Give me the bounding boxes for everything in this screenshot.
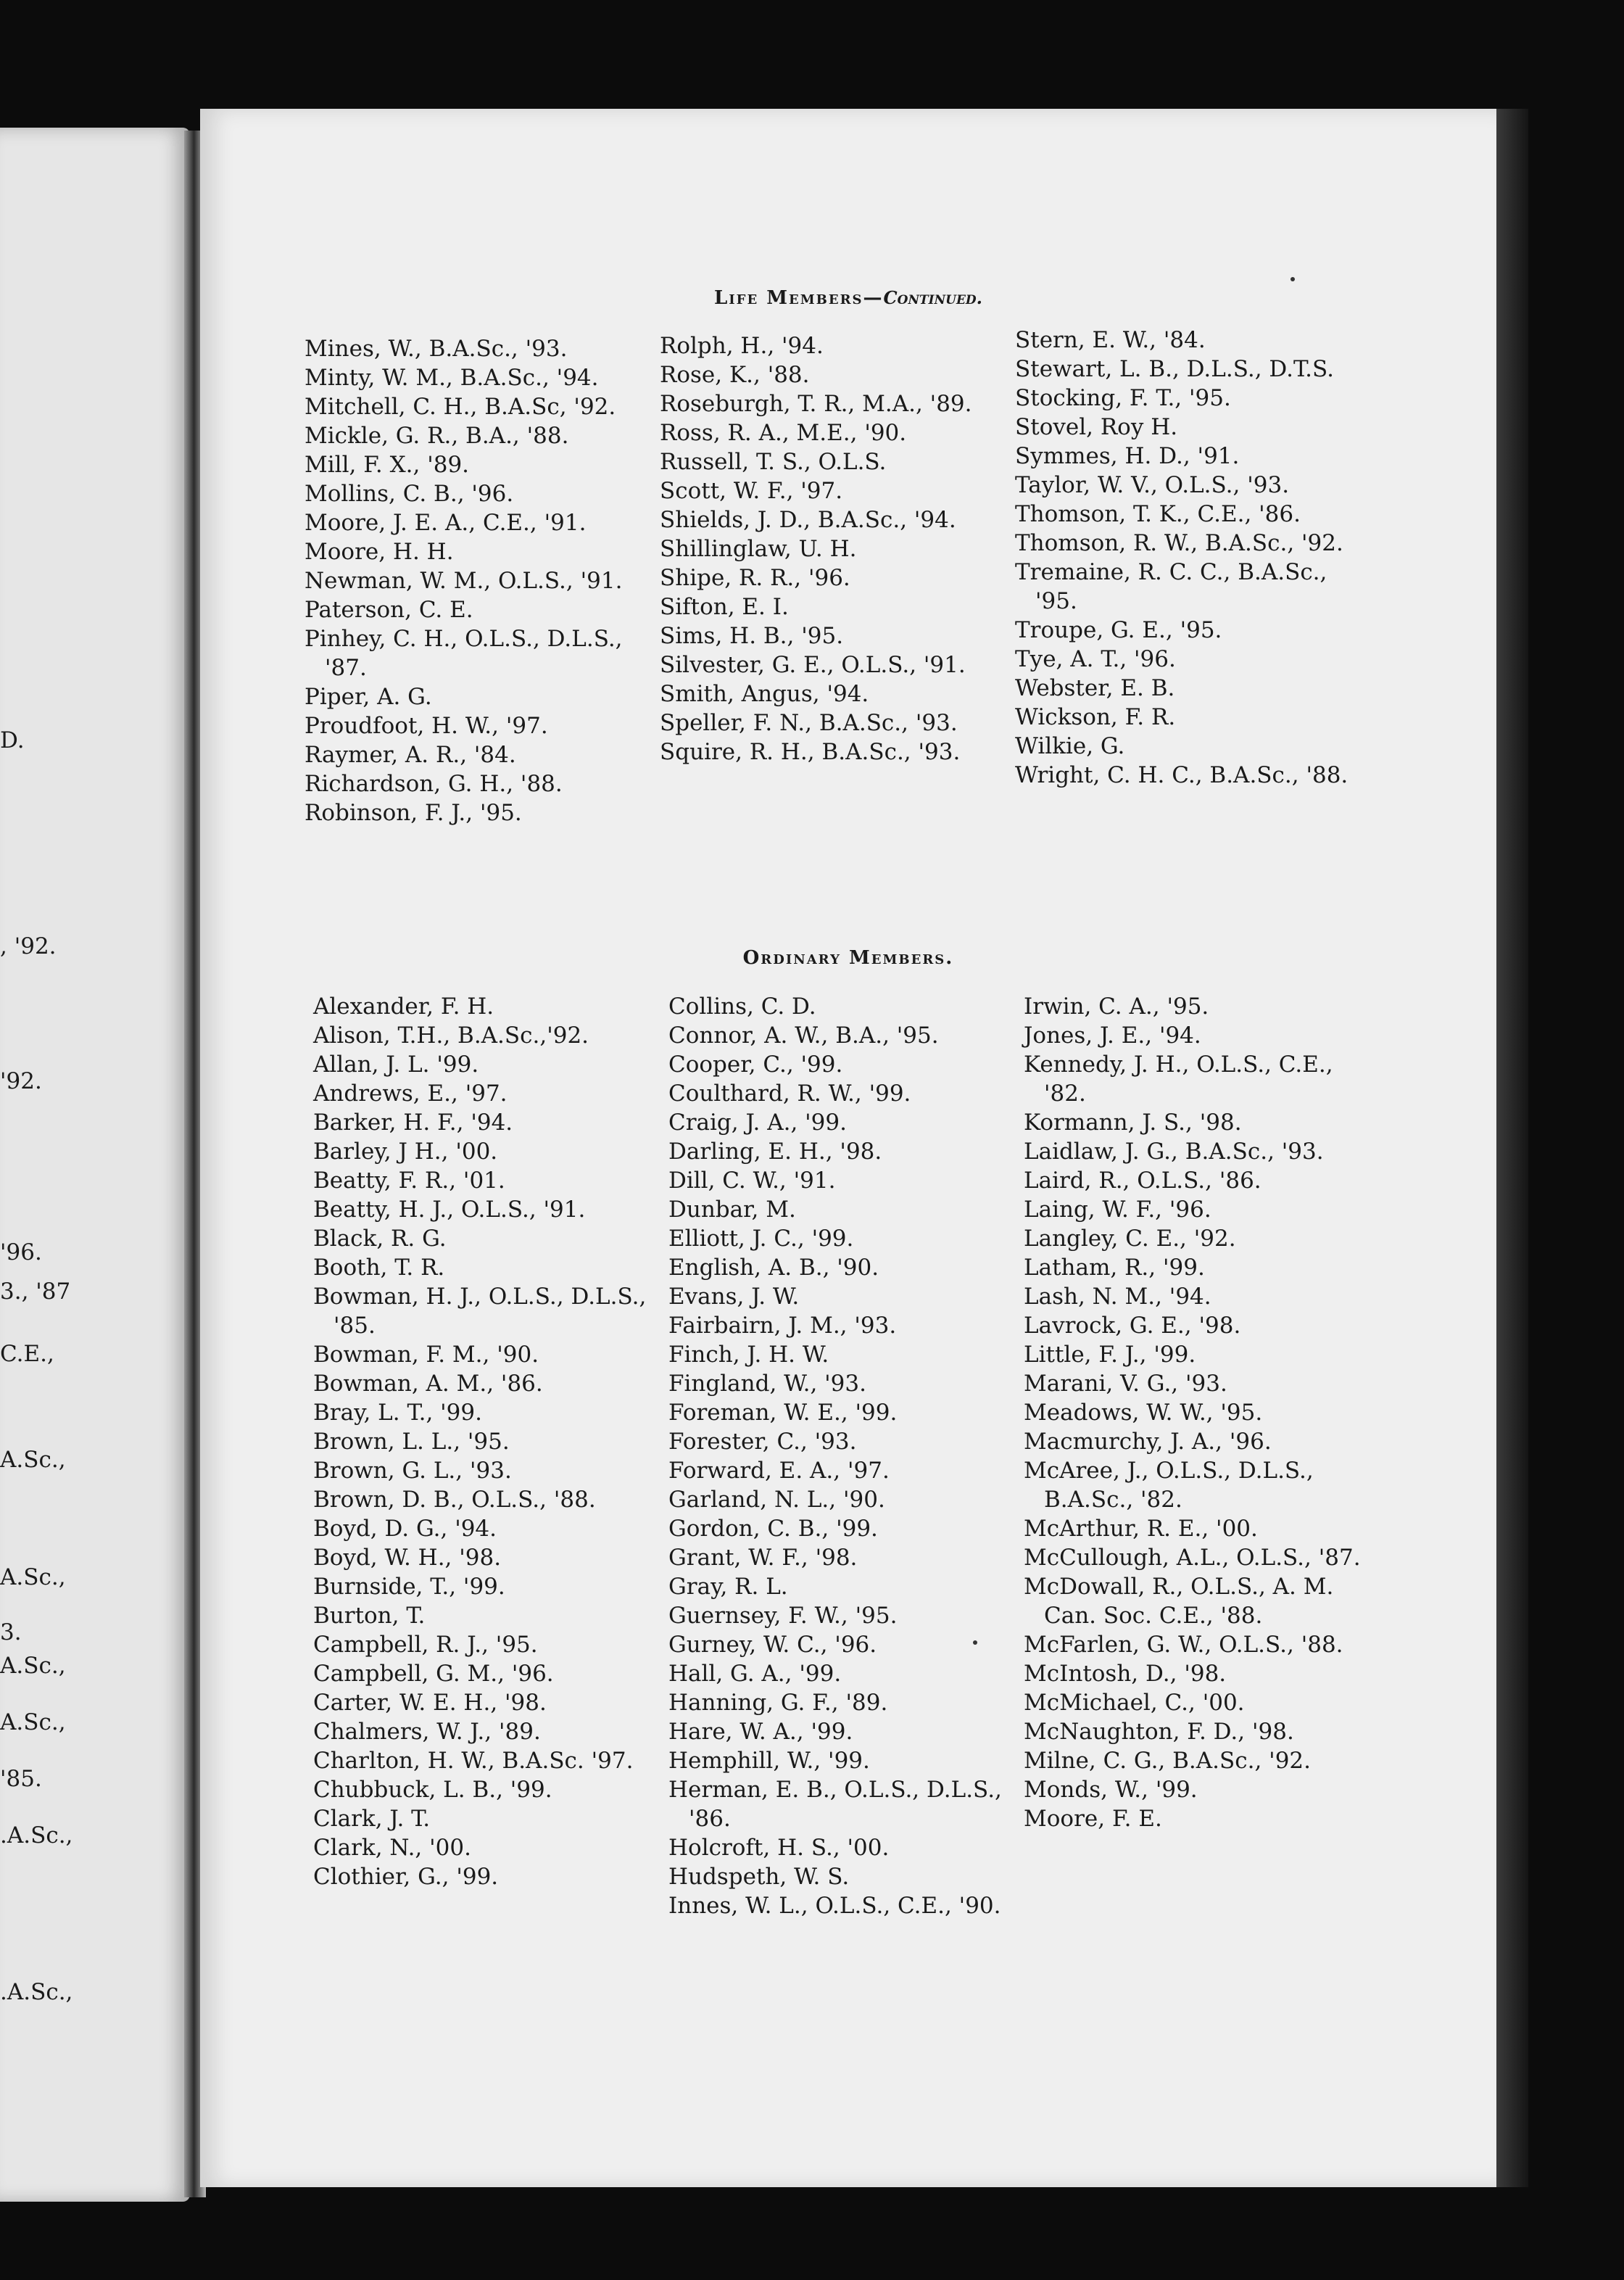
life-members-continued: Continued. [883, 287, 983, 308]
member-entry: Boyd, W. H., '98. [313, 1545, 502, 1571]
member-entry: Stovel, Roy H. [1015, 414, 1178, 440]
member-entry: Barker, H. F., '94. [313, 1110, 513, 1136]
member-entry: Taylor, W. V., O.L.S., '93. [1015, 472, 1290, 498]
member-entry: McNaughton, F. D., '98. [1024, 1719, 1294, 1745]
member-entry: Clark, N., '00. [313, 1835, 471, 1861]
member-entry: Scott, W. F., '97. [660, 478, 843, 504]
member-entry: Irwin, C. A., '95. [1024, 994, 1209, 1020]
left-page-fragment: .A.Sc., [0, 1979, 73, 2005]
member-entry: Charlton, H. W., B.A.Sc. '97. [313, 1748, 634, 1774]
member-entry: Roseburgh, T. R., M.A., '89. [660, 391, 972, 417]
member-entry: Sifton, E. I. [660, 594, 789, 620]
document-page [200, 109, 1496, 2187]
member-entry: Silvester, G. E., O.L.S., '91. [660, 652, 966, 678]
left-page-fragment: , '92. [0, 933, 57, 959]
member-entry: Hare, W. A., '99. [668, 1719, 853, 1745]
left-page-fragment: A.Sc., [0, 1709, 66, 1735]
member-entry: Clark, J. T. [313, 1806, 431, 1832]
member-entry: Bowman, H. J., O.L.S., D.L.S., '85. [313, 1284, 647, 1339]
member-entry: Elliott, J. C., '99. [668, 1226, 854, 1252]
left-page-fragment: A.Sc., [0, 1447, 66, 1473]
member-entry: Clothier, G., '99. [313, 1864, 499, 1890]
member-entry: Moore, F. E. [1024, 1806, 1162, 1832]
member-entry: McAree, J., O.L.S., D.L.S., B.A.Sc., '82. [1024, 1458, 1314, 1513]
life-members-title: Life Members— [713, 287, 884, 309]
member-entry: Campbell, R. J., '95. [313, 1632, 538, 1658]
left-page-fragment: 3., '87 [0, 1279, 71, 1305]
member-entry: Finch, J. H. W. [668, 1342, 829, 1368]
member-entry: Stocking, F. T., '95. [1015, 385, 1231, 411]
left-page-fragment: C.E., [0, 1341, 54, 1367]
left-page-fragment: .A.Sc., [0, 1822, 73, 1849]
member-entry: Hall, G. A., '99. [668, 1661, 842, 1687]
member-entry: McMichael, C., '00. [1024, 1690, 1245, 1716]
member-entry: Kormann, J. S., '98. [1024, 1110, 1242, 1136]
member-entry: Kennedy, J. H., O.L.S., C.E., '82. [1024, 1052, 1333, 1107]
member-entry: Tye, A. T., '96. [1015, 646, 1176, 672]
member-entry: McArthur, R. E., '00. [1024, 1516, 1258, 1542]
member-entry: Burnside, T., '99. [313, 1574, 505, 1600]
member-entry: McCullough, A.L., O.L.S., '87. [1024, 1545, 1361, 1571]
member-entry: Forward, E. A., '97. [668, 1458, 890, 1484]
member-entry: Thomson, R. W., B.A.Sc., '92. [1015, 530, 1343, 556]
member-entry: Chubbuck, L. B., '99. [313, 1777, 552, 1803]
member-entry: Sims, H. B., '95. [660, 623, 844, 649]
member-entry: Hanning, G. F., '89. [668, 1690, 888, 1716]
member-entry: Laidlaw, J. G., B.A.Sc., '93. [1024, 1139, 1324, 1165]
member-entry: Brown, D. B., O.L.S., '88. [313, 1487, 596, 1513]
member-entry: Tremaine, R. C. C., B.A.Sc., '95. [1015, 559, 1327, 614]
member-entry: Mickle, G. R., B.A., '88. [304, 423, 569, 449]
member-entry: Moore, J. E. A., C.E., '91. [304, 510, 587, 536]
member-entry: Brown, G. L., '93. [313, 1458, 512, 1484]
member-entry: Stewart, L. B., D.L.S., D.T.S. [1015, 356, 1334, 382]
member-entry: Lavrock, G. E., '98. [1024, 1313, 1241, 1339]
left-page-fragment: '96. [0, 1239, 42, 1265]
member-entry: Wright, C. H. C., B.A.Sc., '88. [1015, 762, 1348, 788]
member-entry: Fairbairn, J. M., '93. [668, 1313, 897, 1339]
member-entry: Langley, C. E., '92. [1024, 1226, 1236, 1252]
member-entry: Bowman, A. M., '86. [313, 1371, 543, 1397]
member-entry: Garland, N. L., '90. [668, 1487, 885, 1513]
member-entry: Forester, C., '93. [668, 1429, 857, 1455]
member-entry: Gray, R. L. [668, 1574, 788, 1600]
member-entry: Shields, J. D., B.A.Sc., '94. [660, 507, 956, 533]
member-entry: Mollins, C. B., '96. [304, 481, 514, 507]
member-entry: Speller, F. N., B.A.Sc., '93. [660, 710, 958, 736]
member-entry: Dunbar, M. [668, 1197, 796, 1223]
member-entry: Wickson, F. R. [1015, 704, 1176, 730]
left-page-fragment: D. [0, 727, 25, 753]
member-entry: Jones, J. E., '94. [1024, 1023, 1201, 1049]
member-entry: Stern, E. W., '84. [1015, 327, 1206, 353]
member-entry: Shillinglaw, U. H. [660, 536, 857, 562]
member-entry: Hemphill, W., '99. [668, 1748, 870, 1774]
member-entry: Fingland, W., '93. [668, 1371, 866, 1397]
member-entry: Hudspeth, W. S. [668, 1864, 850, 1890]
member-entry: Thomson, T. K., C.E., '86. [1015, 501, 1301, 527]
left-page-fragment: A.Sc., [0, 1653, 66, 1679]
member-entry: Monds, W., '99. [1024, 1777, 1198, 1803]
member-entry: Piper, A. G. [304, 684, 432, 710]
right-page-edge [1496, 109, 1528, 2187]
member-entry: Andrews, E., '97. [313, 1081, 508, 1107]
member-entry: Paterson, C. E. [304, 597, 473, 623]
member-entry: Chalmers, W. J., '89. [313, 1719, 541, 1745]
member-entry: Dill, C. W., '91. [668, 1168, 836, 1194]
member-entry: Meadows, W. W., '95. [1024, 1400, 1263, 1426]
ink-speck [1290, 277, 1295, 281]
left-page-fragment: 3. [0, 1619, 22, 1645]
left-page-edge [0, 128, 190, 2202]
member-entry: Troupe, G. E., '95. [1015, 617, 1222, 643]
member-entry: Craig, J. A., '99. [668, 1110, 847, 1136]
member-entry: Booth, T. R. [313, 1255, 445, 1281]
ordinary-members-col-3 [1024, 992, 1372, 1833]
member-entry: Marani, V. G., '93. [1024, 1371, 1227, 1397]
member-entry: Coulthard, R. W., '99. [668, 1081, 911, 1107]
member-entry: Pinhey, C. H., O.L.S., D.L.S., '87. [304, 626, 623, 681]
member-entry: Holcroft, H. S., '00. [668, 1835, 890, 1861]
member-entry: Beatty, F. R., '01. [313, 1168, 505, 1194]
left-page-fragment: '92. [0, 1068, 42, 1094]
member-entry: Laing, W. F., '96. [1024, 1197, 1211, 1223]
member-entry: Milne, C. G., B.A.Sc., '92. [1024, 1748, 1311, 1774]
member-entry: Campbell, G. M., '96. [313, 1661, 554, 1687]
member-entry: Latham, R., '99. [1024, 1255, 1205, 1281]
member-entry: Brown, L. L., '95. [313, 1429, 510, 1455]
member-entry: Laird, R., O.L.S., '86. [1024, 1168, 1262, 1194]
member-entry: English, A. B., '90. [668, 1255, 879, 1281]
member-entry: Lash, N. M., '94. [1024, 1284, 1211, 1310]
member-entry: Mill, F. X., '89. [304, 452, 470, 478]
ordinary-members-col-1 [313, 992, 661, 1891]
member-entry: Bray, L. T., '99. [313, 1400, 482, 1426]
member-entry: Carter, W. E. H., '98. [313, 1690, 547, 1716]
left-page-fragment: '85. [0, 1766, 42, 1792]
left-page-fragment: A.Sc., [0, 1564, 66, 1590]
ordinary-members-heading [200, 947, 1496, 969]
member-entry: Innes, W. L., O.L.S., C.E., '90. [668, 1893, 1001, 1919]
member-entry: Bowman, F. M., '90. [313, 1342, 539, 1368]
member-entry: Smith, Angus, '94. [660, 681, 869, 707]
member-entry: Beatty, H. J., O.L.S., '91. [313, 1197, 586, 1223]
member-entry: McDowall, R., O.L.S., A. M. Can. Soc. C.E., '88. [1024, 1574, 1334, 1629]
member-entry: Allan, J. L. '99. [313, 1052, 479, 1078]
member-entry: Guernsey, F. W., '95. [668, 1603, 898, 1629]
member-entry: Herman, E. B., O.L.S., D.L.S., '86. [668, 1777, 1002, 1832]
member-entry: Rose, K., '88. [660, 362, 810, 388]
member-entry: Mitchell, C. H., B.A.Sc, '92. [304, 394, 616, 420]
member-entry: Mines, W., B.A.Sc., '93. [304, 336, 568, 362]
member-entry: Robinson, F. J., '95. [304, 800, 522, 826]
member-entry: Raymer, A. R., '84. [304, 742, 516, 768]
member-entry: Gurney, W. C., '96. [668, 1632, 877, 1658]
member-entry: Russell, T. S., O.L.S. [660, 449, 887, 475]
member-entry: Minty, W. M., B.A.Sc., '94. [304, 365, 599, 391]
member-entry: Little, F. J., '99. [1024, 1342, 1196, 1368]
life-members-col-3 [1015, 326, 1363, 790]
member-entry: Proudfoot, H. W., '97. [304, 713, 548, 739]
member-entry: Grant, W. F., '98. [668, 1545, 858, 1571]
member-entry: Moore, H. H. [304, 539, 454, 565]
member-entry: Ross, R. A., M.E., '90. [660, 420, 907, 446]
life-members-col-2 [660, 331, 1008, 767]
member-entry: Evans, J. W. [668, 1284, 800, 1310]
member-entry: Boyd, D. G., '94. [313, 1516, 497, 1542]
member-entry: Wilkie, G. [1015, 733, 1125, 759]
member-entry: Darling, E. H., '98. [668, 1139, 882, 1165]
life-members-col-1 [304, 334, 652, 827]
member-entry: McIntosh, D., '98. [1024, 1661, 1227, 1687]
member-entry: Cooper, C., '99. [668, 1052, 843, 1078]
member-entry: Black, R. G. [313, 1226, 447, 1252]
member-entry: Burton, T. [313, 1603, 426, 1629]
member-entry: Webster, E. B. [1015, 675, 1175, 701]
member-entry: Shipe, R. R., '96. [660, 565, 850, 591]
member-entry: Foreman, W. E., '99. [668, 1400, 898, 1426]
member-entry: Barley, J H., '00. [313, 1139, 498, 1165]
ordinary-members-title: Ordinary Members. [742, 947, 954, 969]
member-entry: Squire, R. H., B.A.Sc., '93. [660, 739, 961, 765]
member-entry: Macmurchy, J. A., '96. [1024, 1429, 1272, 1455]
ordinary-members-col-2 [668, 992, 1016, 1920]
member-entry: McFarlen, G. W., O.L.S., '88. [1024, 1632, 1343, 1658]
member-entry: Rolph, H., '94. [660, 333, 824, 359]
member-entry: Connor, A. W., B.A., '95. [668, 1023, 939, 1049]
member-entry: Gordon, C. B., '99. [668, 1516, 878, 1542]
member-entry: Richardson, G. H., '88. [304, 771, 563, 797]
member-entry: Alexander, F. H. [313, 994, 494, 1020]
ink-speck [973, 1640, 977, 1645]
life-members-heading [200, 287, 1496, 309]
member-entry: Symmes, H. D., '91. [1015, 443, 1240, 469]
member-entry: Newman, W. M., O.L.S., '91. [304, 568, 623, 594]
member-entry: Alison, T.H., B.A.Sc.,'92. [313, 1023, 589, 1049]
member-entry: Collins, C. D. [668, 994, 816, 1020]
